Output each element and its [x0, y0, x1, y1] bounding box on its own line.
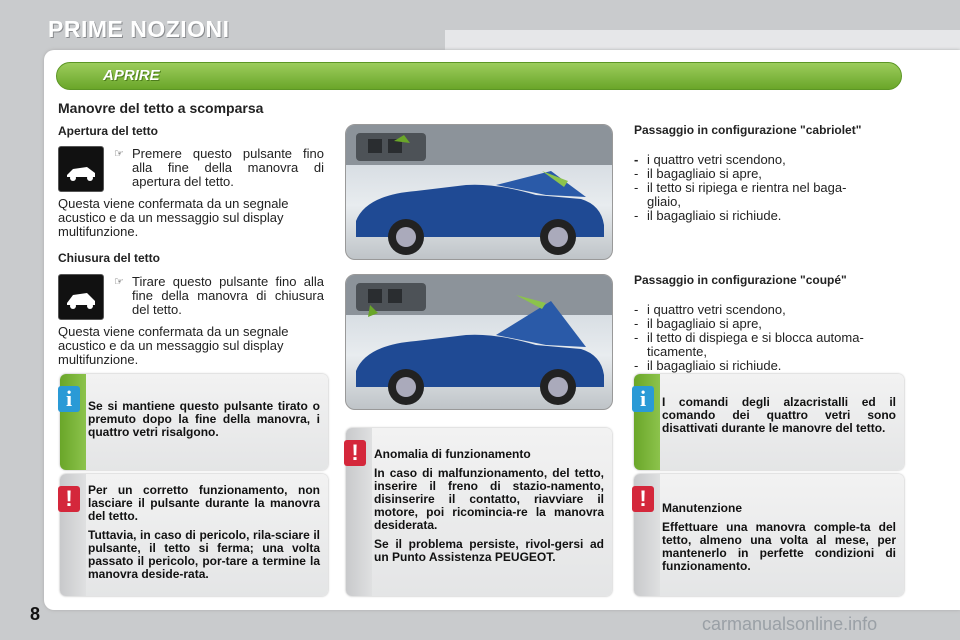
- closing-instruction: [114, 274, 324, 317]
- warning-middle-p1: In caso di malfunzionamento, del tetto, inserire il freno di stazio-namento, disinserire il contatto, riavviare il motore, poi ricomincia-re la manovra desiderata.: [374, 466, 604, 532]
- list-item: - il tetto di dispiega e si blocca automa- ticamente,: [634, 330, 864, 359]
- list-item: - il bagagliaio si richiude.: [634, 358, 782, 373]
- warning-middle-text: [374, 448, 604, 570]
- warning-icon: !: [58, 486, 80, 512]
- roof-open-button-icon: [58, 146, 104, 192]
- warning-middle-p2: Se il problema persiste, rivol-gersi ad un Punto Assistenza PEUGEOT.: [374, 537, 604, 564]
- pointer-icon: ☞: [114, 276, 124, 288]
- list-item: - i quattro vetri scendono,: [634, 152, 786, 167]
- cabriolet-title: Passaggio in configurazione "cabriolet": [634, 123, 862, 137]
- pointer-icon: ☞: [114, 148, 124, 160]
- page-title: PRIME NOZIONI: [48, 16, 230, 42]
- warning-box-middle: [346, 428, 612, 596]
- info-right-text: I comandi degli alzacristalli ed il comando dei quattro vetri sono disattivati durante le manovre del tetto.: [662, 395, 896, 435]
- list-item: - il tetto si ripiega e rientra nel baga- gliaio,: [634, 180, 847, 209]
- warning-box-left: [60, 474, 328, 596]
- cabriolet-list: [634, 153, 904, 223]
- closing-instruction-text: Tirare questo pulsante fino alla fine della manovra di chiusura del tetto.: [132, 274, 324, 317]
- warning-right-p: Effettuare una manovra comple-ta del tetto, almeno una volta al mese, per mantenerlo in perfette condizioni di funzionamento.: [662, 520, 896, 573]
- section-title: Manovre del tetto a scomparsa: [58, 100, 264, 116]
- info-left-text: Se si mantiene questo pulsante tirato o premuto dopo la fine della manovra, i quattro vetri risalgono.: [88, 399, 320, 439]
- warning-left-text: [88, 484, 320, 587]
- warning-right-text: [662, 502, 896, 579]
- warning-right-title: Manutenzione: [662, 501, 742, 515]
- warning-box-right: [634, 474, 904, 596]
- warning-left-p2: Tuttavia, in caso di pericolo, rila-sciare il pulsante, il tetto si ferma; una volta passato il pericolo, por-tare a termine la manovra deside-rata.: [88, 528, 320, 581]
- cabriolet-photo: [345, 124, 613, 260]
- opening-confirm: Questa viene confermata da un segnale acustico e da un messaggio sul display multifunzione.: [58, 196, 289, 239]
- list-item: - il bagagliaio si apre,: [634, 166, 762, 181]
- warning-left-p1: Per un corretto funzionamento, non lasciare il pulsante durante la manovra del tetto.: [88, 483, 320, 523]
- list-item: - il bagagliaio si apre,: [634, 316, 762, 331]
- opening-instruction-text: Premere questo pulsante fino alla fine della manovra di apertura del tetto.: [132, 146, 324, 189]
- info-box-right: [634, 374, 904, 470]
- page-number: 8: [30, 604, 41, 624]
- warning-middle-title: Anomalia di funzionamento: [374, 447, 531, 461]
- info-icon: i: [58, 386, 80, 412]
- warning-icon: !: [344, 440, 366, 466]
- coupe-title: Passaggio in configurazione "coupé": [634, 273, 847, 287]
- closing-title: Chiusura del tetto: [58, 251, 161, 265]
- coupe-list: [634, 303, 904, 373]
- warning-icon: !: [632, 486, 654, 512]
- opening-title: Apertura del tetto: [58, 124, 159, 138]
- info-box-left: [60, 374, 328, 470]
- watermark: carmanualsonline.info: [702, 614, 878, 634]
- closing-confirm: Questa viene confermata da un segnale acustico e da un messaggio sul display multifunzione.: [58, 324, 289, 367]
- roof-close-button-icon: [58, 274, 104, 320]
- info-icon: i: [632, 386, 654, 412]
- coupe-photo: [345, 274, 613, 410]
- list-item: - il bagagliaio si richiude.: [634, 208, 782, 223]
- section-banner: [56, 62, 902, 90]
- banner-label: APRIRE: [103, 67, 160, 84]
- opening-instruction: [114, 146, 324, 189]
- list-item: - i quattro vetri scendono,: [634, 302, 786, 317]
